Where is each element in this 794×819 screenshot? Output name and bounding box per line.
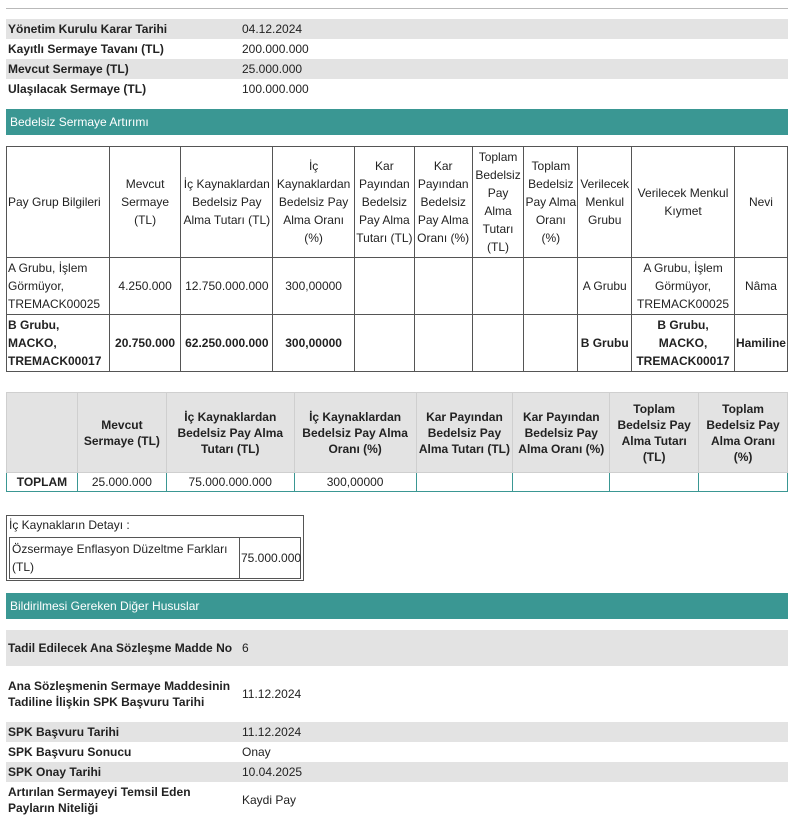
header-cell: Nevi xyxy=(734,147,787,258)
security-cell: A Grubu, İşlem Görmüyor, TREMACK00025 xyxy=(632,258,735,315)
board-value: 200.000.000 xyxy=(242,42,309,56)
totals-table xyxy=(6,392,788,492)
header-cell: Mevcut Sermaye (TL) xyxy=(77,393,166,473)
other-value: Onay xyxy=(242,745,271,759)
header-cell: İç Kaynaklardan Bedelsiz Pay Alma Tutarı (TL) xyxy=(166,393,294,473)
board-row xyxy=(6,59,788,79)
header-cell: Toplam Bedelsiz Pay Alma Tutarı (TL) xyxy=(472,147,524,258)
board-info-table xyxy=(6,19,788,99)
other-info-table xyxy=(6,630,788,818)
current-capital-cell: 4.250.000 xyxy=(109,258,181,315)
header-cell: Toplam Bedelsiz Pay Alma Tutarı (TL) xyxy=(610,393,699,473)
board-row xyxy=(6,79,788,99)
security-group-cell: B Grubu xyxy=(578,315,632,372)
total-internal-rate: 300,00000 xyxy=(294,473,416,492)
internal-rate-cell: 300,00000 xyxy=(273,258,355,315)
total-profit-amount xyxy=(416,473,513,492)
other-value: Kaydi Pay xyxy=(242,793,297,807)
other-label: Artırılan Sermayeyi Temsil Eden Payların Niteliği xyxy=(8,785,191,815)
other-label: Ana Sözleşmenin Sermaye Maddesinin Tadiline İlişkin SPK Başvuru Tarihi xyxy=(8,679,231,709)
other-row xyxy=(6,630,788,666)
security-group-cell: A Grubu xyxy=(578,258,632,315)
header-cell: Pay Grup Bilgileri xyxy=(7,147,110,258)
other-value: 11.12.2024 xyxy=(242,725,302,739)
board-label: Kayıtlı Sermaye Tavanı (TL) xyxy=(8,42,164,56)
board-row xyxy=(6,39,788,59)
header-cell: İç Kaynaklardan Bedelsiz Pay Alma Oranı (%) xyxy=(294,393,416,473)
header-cell: Kar Payından Bedelsiz Pay Alma Oranı (%) xyxy=(414,147,472,258)
profit-rate-cell xyxy=(414,258,472,315)
internal-sources-label: Özsermaye Enflasyon Düzeltme Farkları (TL) xyxy=(10,538,240,578)
header-cell-empty xyxy=(7,393,78,473)
total-internal-amount: 75.000.000.000 xyxy=(166,473,294,492)
board-value: 04.12.2024 xyxy=(242,22,303,36)
other-label: SPK Başvuru Sonucu xyxy=(8,745,132,759)
bonus-section-header: Bedelsiz Sermaye Artırımı xyxy=(6,109,788,135)
total-bonus-amount xyxy=(610,473,699,492)
other-row xyxy=(6,762,788,782)
header-cell: Verilecek Menkul Grubu xyxy=(578,147,632,258)
totals-row xyxy=(7,473,788,492)
header-cell: Kar Payından Bedelsiz Pay Alma Tutarı (TL) xyxy=(355,147,415,258)
total-bonus-rate xyxy=(699,473,788,492)
other-row xyxy=(6,666,788,722)
total-rate-cell xyxy=(524,315,578,372)
table-row xyxy=(7,315,788,372)
current-capital-cell: 20.750.000 xyxy=(109,315,181,372)
other-label: SPK Onay Tarihi xyxy=(8,765,102,779)
header-cell: Mevcut Sermaye (TL) xyxy=(109,147,181,258)
header-cell: İç Kaynaklardan Bedelsiz Pay Alma Tutarı (TL) xyxy=(181,147,273,258)
other-value: 6 xyxy=(242,641,249,655)
other-value: 10.04.2025 xyxy=(242,765,303,779)
board-label: Yönetim Kurulu Karar Tarihi xyxy=(8,22,168,36)
table-row xyxy=(7,258,788,315)
header-cell: Toplam Bedelsiz Pay Alma Oranı (%) xyxy=(699,393,788,473)
internal-sources-row xyxy=(9,537,301,579)
header-cell: Kar Payından Bedelsiz Pay Alma Oranı (%) xyxy=(513,393,610,473)
header-cell: Verilecek Menkul Kıymet xyxy=(632,147,735,258)
profit-amount-cell xyxy=(355,258,415,315)
other-value: 11.12.2024 xyxy=(242,687,302,701)
total-amount-cell xyxy=(472,258,524,315)
totals-label: TOPLAM xyxy=(7,473,78,492)
total-rate-cell xyxy=(524,258,578,315)
header-cell: Kar Payından Bedelsiz Pay Alma Tutarı (TL) xyxy=(416,393,513,473)
board-value: 100.000.000 xyxy=(242,82,309,96)
type-cell: Nâma xyxy=(734,258,787,315)
internal-sources-value: 75.000.000 xyxy=(241,551,302,565)
group-cell: A Grubu, İşlem Görmüyor, TREMACK00025 xyxy=(7,258,110,315)
totals-header-row xyxy=(7,393,788,473)
total-amount-cell xyxy=(472,315,524,372)
other-row xyxy=(6,722,788,742)
board-value: 25.000.000 xyxy=(242,62,303,76)
header-cell: Toplam Bedelsiz Pay Alma Oranı (%) xyxy=(524,147,578,258)
other-row xyxy=(6,782,788,818)
share-group-table xyxy=(6,146,788,372)
table-header-row xyxy=(7,147,788,258)
internal-rate-cell: 300,00000 xyxy=(273,315,355,372)
internal-sources-caption: İç Kaynakların Detayı : xyxy=(9,518,130,532)
total-current-capital: 25.000.000 xyxy=(77,473,166,492)
board-label: Mevcut Sermaye (TL) xyxy=(8,62,129,76)
internal-sources-detail xyxy=(6,515,304,581)
group-cell: B Grubu, MACKO, TREMACK00017 xyxy=(7,315,110,372)
security-cell: B Grubu, MACKO, TREMACK00017 xyxy=(632,315,735,372)
board-label: Ulaşılacak Sermaye (TL) xyxy=(8,82,147,96)
other-row xyxy=(6,742,788,762)
internal-amount-cell: 62.250.000.000 xyxy=(181,315,273,372)
total-profit-rate xyxy=(513,473,610,492)
top-divider xyxy=(6,8,788,9)
other-label: Tadil Edilecek Ana Sözleşme Madde No xyxy=(8,641,233,655)
header-cell: İç Kaynaklardan Bedelsiz Pay Alma Oranı (%) xyxy=(273,147,355,258)
internal-amount-cell: 12.750.000.000 xyxy=(181,258,273,315)
board-row xyxy=(6,19,788,39)
type-cell: Hamiline xyxy=(734,315,787,372)
profit-amount-cell xyxy=(355,315,415,372)
other-label: SPK Başvuru Tarihi xyxy=(8,725,120,739)
other-section-header: Bildirilmesi Gereken Diğer Hususlar xyxy=(6,593,788,619)
profit-rate-cell xyxy=(414,315,472,372)
